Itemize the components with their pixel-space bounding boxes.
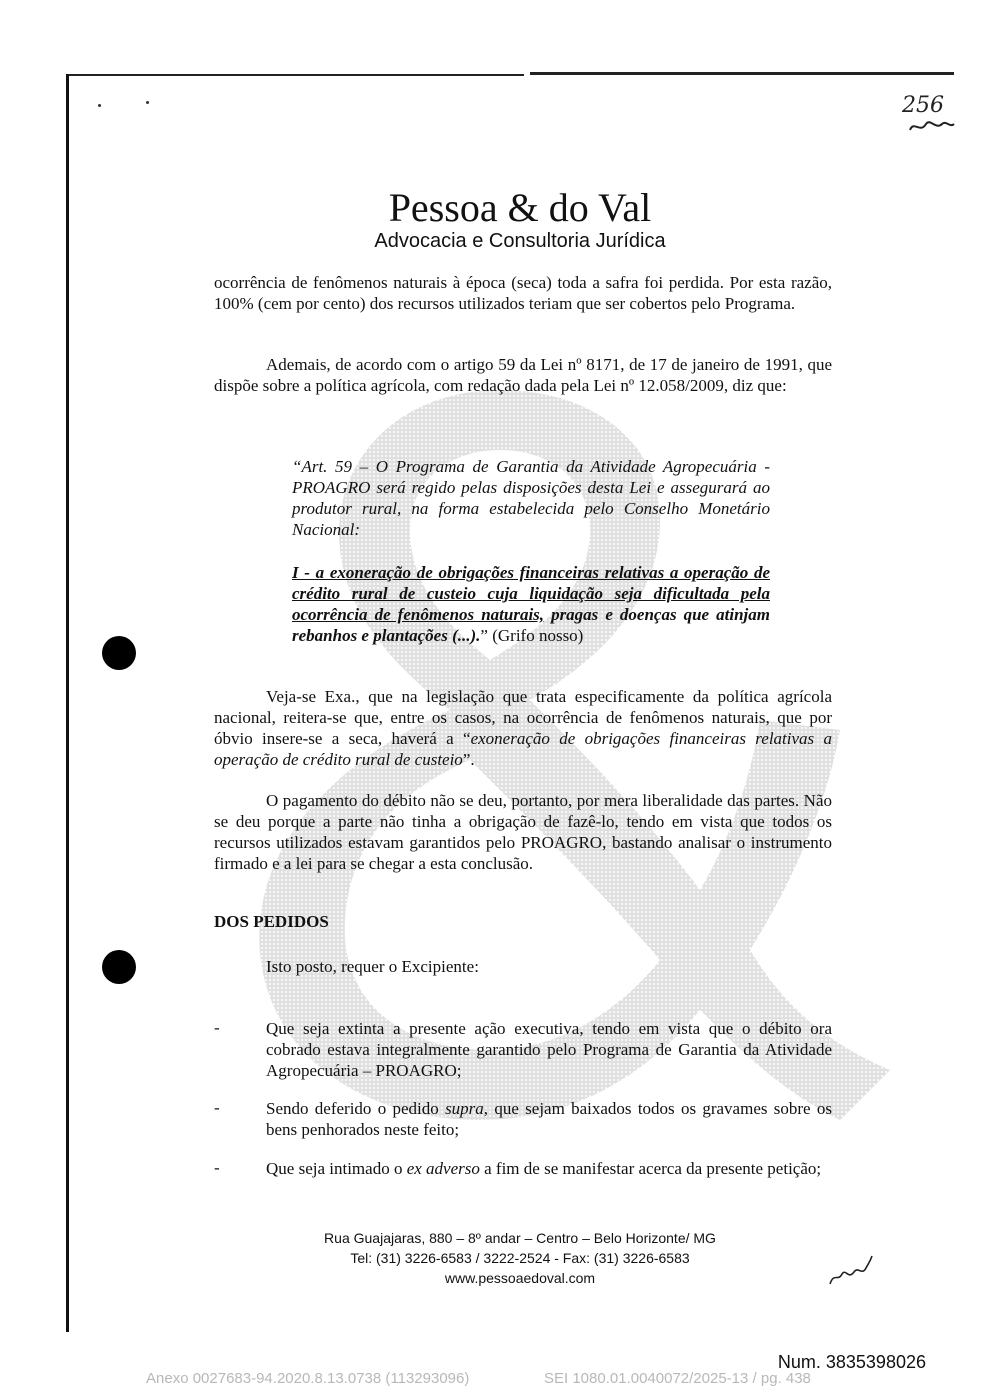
punch-hole xyxy=(102,950,136,984)
paragraph-3-end: ”. xyxy=(462,750,475,769)
paragraph-5: Isto posto, requer o Excipiente: xyxy=(266,957,479,976)
speck xyxy=(146,101,149,104)
document-number: Num. 3835398026 xyxy=(777,1352,926,1372)
quote-article-59: “Art. 59 – O Programa de Garantia da Atividade Agropecuária - PROAGRO será regido pelas disposições desta Lei e assegurará ao produtor rural, na forma estabelecida pelo Conselho Monetário Nacional: xyxy=(292,457,770,539)
request-item-3-start: Que seja intimado o xyxy=(266,1159,407,1178)
request-item-2-start: Sendo deferido o pedido xyxy=(266,1099,446,1118)
top-border-left xyxy=(68,74,524,76)
handwritten-page-number xyxy=(900,90,960,140)
anexo-stamp: Anexo 0027683-94.2020.8.13.0738 (113293096) xyxy=(146,1370,470,1387)
quote-item-i-underlined: I - a exoneração de obrigações financeiras relativas a operação de crédito rural de custeio cuja liquidação seja dificultada pela ocorrência de fenômenos naturais, xyxy=(292,563,770,624)
footer-address: Rua Guajajaras, 880 – 8º andar – Centro – Belo Horizonte/ MG xyxy=(324,1230,716,1246)
section-heading: DOS PEDIDOS xyxy=(214,912,329,931)
request-item-2 xyxy=(266,1098,832,1140)
initials-signature xyxy=(826,1252,876,1288)
request-item-3-end: a fim de se manifestar acerca da presente petição; xyxy=(479,1159,822,1178)
punch-hole xyxy=(102,636,136,670)
paragraph-1: ocorrência de fenômenos naturais à época (seca) toda a safra foi perdida. Por esta razão, 100% (cem por cento) dos recursos utilizados teriam que ser cobertos pelo Programa. xyxy=(214,273,832,313)
request-item-3 xyxy=(266,1158,832,1179)
footer-website: www.pessoaedoval.com xyxy=(444,1270,596,1286)
request-item-3-italic: ex adverso xyxy=(406,1159,480,1178)
speck xyxy=(98,104,101,107)
sei-stamp: SEI 1080.01.0040072/2025-13 / pg. 438 xyxy=(544,1370,811,1387)
handwritten-page-number-text: 256 xyxy=(902,93,944,118)
paragraph-3 xyxy=(214,686,832,770)
quote-item-i xyxy=(292,562,770,646)
top-border-right xyxy=(530,72,954,75)
request-item-1: Que seja extinta a presente ação executiva, tendo em vista que o débito ora cobrado estava integralmente garantido pelo Programa de Garantia da Atividade Agropecuária – PROAGRO; xyxy=(266,1019,832,1080)
list-dash: - xyxy=(214,1158,220,1177)
request-item-2-end: , que sejam baixados todos os gravames sobre os bens penhorados neste feito; xyxy=(266,1099,832,1139)
list-dash: - xyxy=(214,1098,220,1117)
paragraph-4: O pagamento do débito não se deu, portanto, por mera liberalidade das partes. Não se deu porque a parte não tinha a obrigação de fazê-lo, tendo em vista que todos os recursos utilizados estavam garantidos pelo PROAGRO, bastando analisar o instrumento firmado e a lei para se chegar a esta conclusão. xyxy=(214,791,832,873)
paragraph-3-start: Veja-se Exa., que na legislação que trata especificamente da política agrícola nacional, reitera-se que, entre os casos, na ocorrência de fenômenos naturais, que por óbvio insere-se a seca, haverá a “ xyxy=(214,687,832,748)
footer-phones: Tel: (31) 3226-6583 / 3222-2524 - Fax: (31) 3226-6583 xyxy=(350,1250,690,1266)
request-item-2-italic: supra xyxy=(445,1099,484,1118)
paragraph-3-italic: exoneração de obrigações financeiras relativas a operação de crédito rural de custeio xyxy=(214,729,832,769)
quote-grifo: ” (Grifo nosso) xyxy=(480,626,584,645)
left-border xyxy=(66,74,69,1332)
quote-item-i-rest: pragas e doenças que atinjam rebanhos e plantações (...). xyxy=(292,605,770,645)
firm-name: Pessoa & do Val xyxy=(388,185,652,230)
firm-tagline: Advocacia e Consultoria Jurídica xyxy=(374,230,666,252)
paragraph-2: Ademais, de acordo com o artigo 59 da Lei nº 8171, de 17 de janeiro de 1991, que dispõe sobre a política agrícola, com redação dada pela Lei nº 12.058/2009, diz que: xyxy=(214,355,832,395)
list-dash: - xyxy=(214,1018,220,1037)
